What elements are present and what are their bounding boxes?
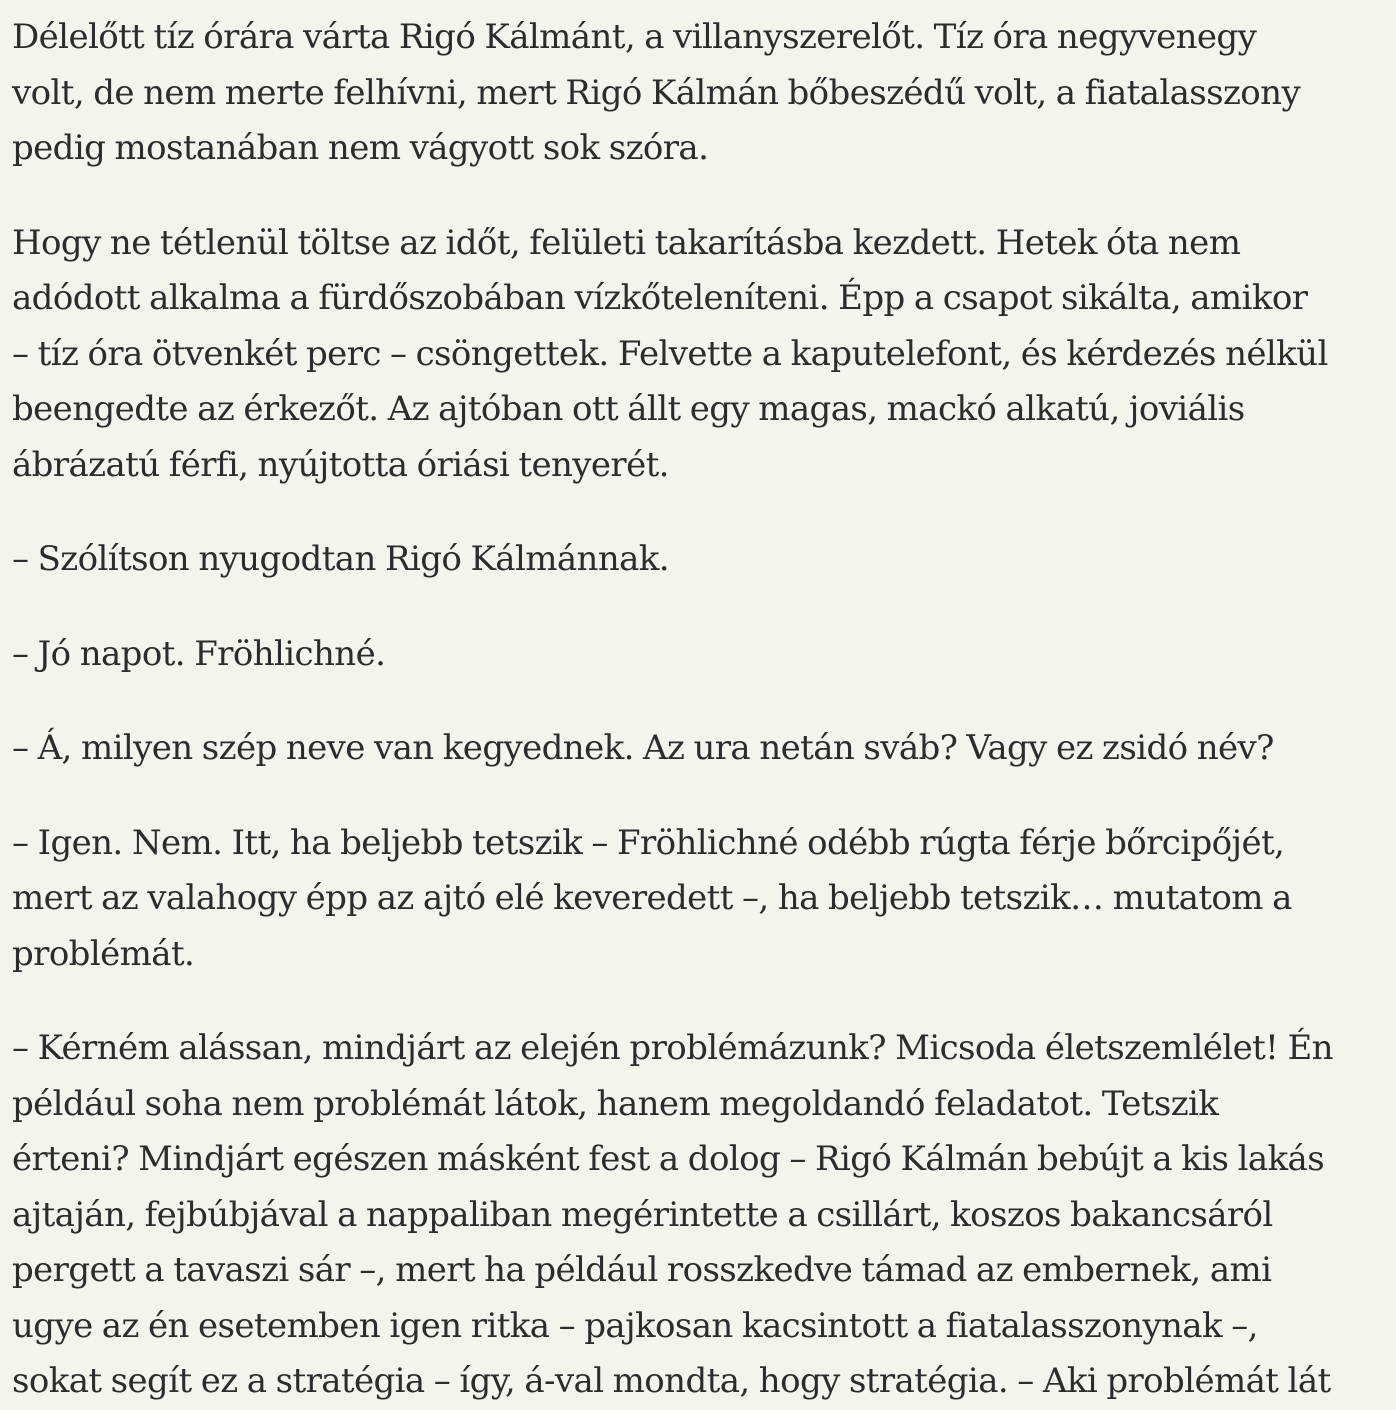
text-line: – Á, milyen szép neve van kegyednek. Az ura netán sváb? Vagy ez zsidó név? <box>12 728 1274 768</box>
text-line: – Kérném alássan, mindjárt az elején problémázunk? Micsoda életszemlélet! Én <box>12 1028 1333 1068</box>
paragraph-4 <box>12 627 1384 683</box>
paragraph-6 <box>12 816 1384 983</box>
text-line: ugye az én esetemben igen ritka – pajkosan kacsintott a fiatalasszonynak –, <box>12 1305 1258 1346</box>
text-line: ábrázatú férfi, nyújtotta óriási tenyerét. <box>12 444 669 485</box>
paragraph-5 <box>12 721 1384 777</box>
text-line: pedig mostanában nem vágyott sok szóra. <box>12 128 709 168</box>
text-line: például soha nem problémát látok, hanem megoldandó feladatot. Tetszik <box>12 1083 1219 1124</box>
text-line: volt, de nem merte felhívni, mert Rigó Kálmán bőbeszédű volt, a fiatalasszony <box>12 72 1301 113</box>
text-line: problémát. <box>12 933 195 974</box>
paragraph-7 <box>12 1021 1384 1410</box>
text-line: adódott alkalma a fürdőszobában vízkőteleníteni. Épp a csapot sikálta, amikor <box>12 278 1308 318</box>
text-line: Délelőtt tíz órára várta Rigó Kálmánt, a villanyszerelőt. Tíz óra negyvenegy <box>12 17 1257 57</box>
text-line: – Igen. Nem. Itt, ha beljebb tetszik – Fröhlichné odébb rúgta férje bőrcipőjét, <box>12 822 1285 863</box>
text-line: ajtaján, fejbúbjával a nappaliban megérintette a csillárt, koszos bakancsáról <box>12 1194 1273 1235</box>
text-line: – Jó napot. Fröhlichné. <box>12 633 386 674</box>
text-line: beengedte az érkezőt. Az ajtóban ott állt egy magas, mackó alkatú, joviális <box>12 389 1245 429</box>
text-line: érteni? Mindjárt egészen másként fest a dolog – Rigó Kálmán bebújt a kis lakás <box>12 1139 1325 1179</box>
text-line: – Szólítson nyugodtan Rigó Kálmánnak. <box>12 539 670 579</box>
paragraph-1 <box>12 10 1384 177</box>
text-line: mert az valahogy épp az ajtó elé keveredett –, ha beljebb tetszik… mutatom a <box>12 878 1292 918</box>
text-line: pergett a tavaszi sár –, mert ha például rosszkedve támad az embernek, ami <box>12 1250 1272 1290</box>
text-line: sokat segít ez a stratégia – így, á-val mondta, hogy stratégia. – Aki problémát lát <box>12 1361 1331 1401</box>
paragraph-3 <box>12 532 1384 588</box>
text-line: – tíz óra ötvenkét perc – csöngettek. Felvette a kaputelefont, és kérdezés nélkül <box>12 333 1328 374</box>
paragraph-2 <box>12 216 1384 494</box>
text-line: Hogy ne tétlenül töltse az időt, felületi takarításba kezdett. Hetek óta nem <box>12 222 1241 263</box>
